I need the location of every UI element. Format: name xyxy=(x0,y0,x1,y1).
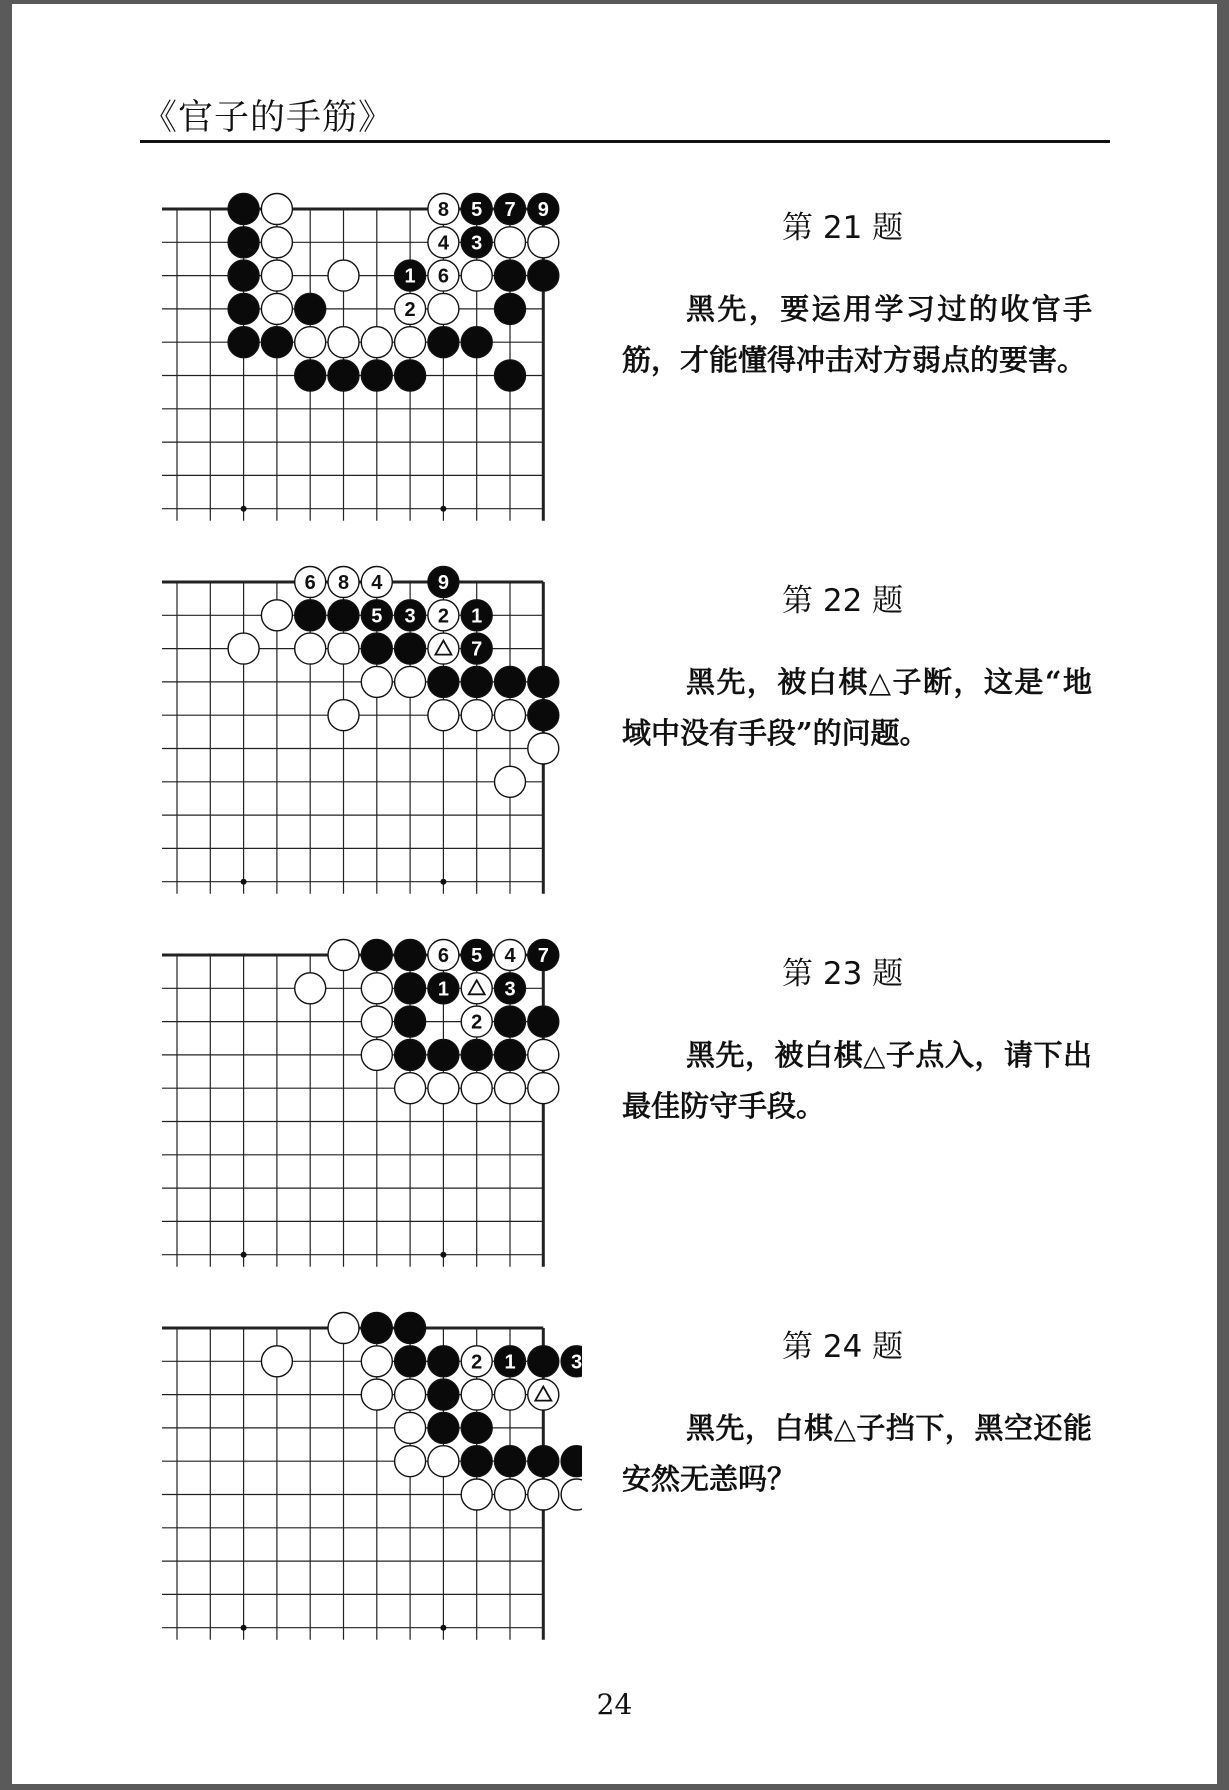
white-stone xyxy=(495,940,526,971)
move-number: 1 xyxy=(504,1351,516,1374)
black-stone xyxy=(228,293,259,324)
move-number: 3 xyxy=(404,605,416,628)
black-stone xyxy=(328,600,359,631)
black-stone xyxy=(461,633,492,664)
white-stone xyxy=(428,227,459,258)
white-stone xyxy=(328,1313,359,1344)
white-stone xyxy=(395,1412,426,1443)
star-point xyxy=(440,1252,446,1258)
move-number: 1 xyxy=(404,265,416,288)
white-stone xyxy=(361,1379,392,1410)
white-stone xyxy=(328,700,359,731)
white-stone xyxy=(361,327,392,358)
white-stone xyxy=(495,227,526,258)
problem-heading: 第 22 题 xyxy=(782,583,904,619)
white-stone xyxy=(428,194,459,225)
black-stone xyxy=(228,327,259,358)
white-stone xyxy=(395,293,426,324)
move-number: 6 xyxy=(437,945,449,967)
white-stone xyxy=(495,766,526,797)
black-stone xyxy=(428,327,459,358)
black-stone xyxy=(261,327,292,358)
move-number: 6 xyxy=(437,265,449,288)
white-stone xyxy=(395,1446,426,1477)
move-number: 3 xyxy=(504,978,516,1001)
move-number: 6 xyxy=(304,572,316,594)
star-point xyxy=(241,879,247,885)
black-stone xyxy=(295,600,326,631)
black-stone xyxy=(361,360,392,391)
black-stone xyxy=(495,1006,526,1037)
book-title: 《官子的手筋》 xyxy=(142,98,395,138)
black-stone xyxy=(395,1006,426,1037)
problem-21 xyxy=(12,184,1217,556)
move-number: 2 xyxy=(437,605,449,628)
white-stone xyxy=(328,567,359,598)
problem-heading: 第 21 题 xyxy=(782,210,904,246)
board-grid xyxy=(162,955,543,1267)
white-stone xyxy=(361,567,392,598)
black-stone xyxy=(528,1006,559,1037)
star-point xyxy=(440,879,446,885)
black-stone xyxy=(461,940,492,971)
black-stone xyxy=(495,666,526,697)
white-stone xyxy=(395,666,426,697)
white-stone xyxy=(428,600,459,631)
white-stone xyxy=(561,1479,582,1510)
black-stone xyxy=(395,360,426,391)
white-stone xyxy=(361,1006,392,1037)
black-stone xyxy=(528,940,559,971)
white-stone xyxy=(261,293,292,324)
white-stone xyxy=(295,327,326,358)
white-stone xyxy=(295,633,326,664)
black-stone xyxy=(395,973,426,1004)
black-stone xyxy=(428,1346,459,1377)
white-stone xyxy=(528,1379,559,1410)
move-number: 2 xyxy=(404,298,416,321)
black-stone xyxy=(361,600,392,631)
white-stone xyxy=(361,1039,392,1070)
star-point xyxy=(241,1252,247,1258)
white-stone xyxy=(428,700,459,731)
white-stone xyxy=(461,1346,492,1377)
black-stone xyxy=(495,973,526,1004)
white-stone xyxy=(461,1379,492,1410)
white-stone xyxy=(228,633,259,664)
black-stone xyxy=(361,633,392,664)
white-stone xyxy=(261,227,292,258)
white-stone xyxy=(461,260,492,291)
black-stone xyxy=(428,567,459,598)
problem-description: 黑先，白棋△子挡下，黑空还能安然无恙吗？ xyxy=(622,1411,1092,1496)
black-stone xyxy=(495,260,526,291)
black-stone xyxy=(461,1412,492,1443)
problem-description: 黑先，要运用学习过的收官手筋，才能懂得冲击对方弱点的要害。 xyxy=(622,292,1092,377)
white-stone xyxy=(461,700,492,731)
white-stone xyxy=(495,1479,526,1510)
black-stone xyxy=(395,633,426,664)
white-stone xyxy=(395,1379,426,1410)
move-number: 9 xyxy=(437,572,449,594)
go-board xyxy=(162,930,582,1270)
black-stone xyxy=(461,666,492,697)
go-board xyxy=(162,184,582,524)
black-stone xyxy=(495,1039,526,1070)
black-stone xyxy=(428,666,459,697)
problem-heading: 第 24 题 xyxy=(782,1329,904,1365)
black-stone xyxy=(395,600,426,631)
white-stone xyxy=(361,973,392,1004)
move-number: 4 xyxy=(504,945,516,967)
white-stone xyxy=(395,327,426,358)
move-number: 7 xyxy=(504,199,516,221)
white-stone xyxy=(428,293,459,324)
go-board xyxy=(162,557,582,897)
move-number: 2 xyxy=(471,1351,483,1374)
black-stone xyxy=(461,1039,492,1070)
black-stone xyxy=(461,1446,492,1477)
move-number: 1 xyxy=(437,978,449,1001)
black-stone xyxy=(395,1313,426,1344)
board-grid xyxy=(162,582,543,894)
black-stone xyxy=(361,940,392,971)
black-stone xyxy=(528,260,559,291)
white-stone xyxy=(528,733,559,764)
black-stone xyxy=(228,227,259,258)
black-stone xyxy=(528,666,559,697)
star-point xyxy=(241,1625,247,1631)
black-stone xyxy=(228,260,259,291)
move-number: 2 xyxy=(471,1011,483,1034)
white-stone xyxy=(461,1479,492,1510)
star-point xyxy=(440,506,446,512)
black-stone xyxy=(428,1039,459,1070)
black-stone xyxy=(428,973,459,1004)
problem-heading: 第 23 题 xyxy=(782,956,904,992)
problem-description: 黑先，被白棋△子点入，请下出最佳防守手段。 xyxy=(622,1038,1092,1123)
white-stone xyxy=(528,227,559,258)
white-stone xyxy=(461,1006,492,1037)
white-stone xyxy=(428,1073,459,1104)
white-stone xyxy=(461,1073,492,1104)
white-stone xyxy=(361,666,392,697)
black-stone xyxy=(461,194,492,225)
white-stone xyxy=(295,567,326,598)
black-stone xyxy=(495,360,526,391)
black-stone xyxy=(528,194,559,225)
black-stone xyxy=(495,1446,526,1477)
book-page xyxy=(12,4,1217,1784)
white-stone xyxy=(261,194,292,225)
white-stone xyxy=(528,1039,559,1070)
move-number: 8 xyxy=(437,199,449,221)
move-number: 3 xyxy=(571,1351,582,1374)
black-stone xyxy=(361,1313,392,1344)
black-stone xyxy=(295,360,326,391)
black-stone xyxy=(528,1346,559,1377)
white-stone xyxy=(428,633,459,664)
go-board xyxy=(162,1303,582,1643)
black-stone xyxy=(495,1346,526,1377)
problem-24 xyxy=(12,1303,1217,1675)
title-rule xyxy=(140,140,1110,143)
black-stone xyxy=(395,940,426,971)
white-stone xyxy=(428,1446,459,1477)
white-stone xyxy=(261,1346,292,1377)
black-stone xyxy=(495,194,526,225)
white-stone xyxy=(528,1479,559,1510)
white-stone xyxy=(495,1073,526,1104)
move-number: 7 xyxy=(537,945,549,967)
white-stone xyxy=(328,940,359,971)
move-number: 9 xyxy=(537,199,549,221)
move-number: 8 xyxy=(337,572,350,594)
black-stone xyxy=(295,293,326,324)
move-number: 4 xyxy=(371,572,383,594)
move-number: 5 xyxy=(471,945,483,967)
black-stone xyxy=(461,327,492,358)
white-stone xyxy=(328,327,359,358)
white-stone xyxy=(528,1073,559,1104)
problem-23 xyxy=(12,930,1217,1302)
black-stone xyxy=(328,360,359,391)
move-number: 5 xyxy=(471,199,483,221)
white-stone xyxy=(495,700,526,731)
black-stone xyxy=(461,600,492,631)
black-stone xyxy=(461,227,492,258)
black-stone xyxy=(395,1346,426,1377)
white-stone xyxy=(361,1346,392,1377)
black-stone xyxy=(561,1446,582,1477)
star-point xyxy=(440,1625,446,1631)
black-stone xyxy=(428,1379,459,1410)
white-stone xyxy=(261,260,292,291)
white-stone xyxy=(395,1073,426,1104)
star-point xyxy=(241,506,247,512)
white-stone xyxy=(428,940,459,971)
white-stone xyxy=(328,260,359,291)
white-stone xyxy=(495,1379,526,1410)
white-stone xyxy=(428,260,459,291)
move-number: 4 xyxy=(437,232,449,255)
black-stone xyxy=(495,293,526,324)
white-stone xyxy=(261,600,292,631)
move-number: 7 xyxy=(471,638,483,661)
black-stone xyxy=(561,1346,582,1377)
black-stone xyxy=(528,1446,559,1477)
white-stone xyxy=(328,633,359,664)
move-number: 5 xyxy=(371,605,383,628)
black-stone xyxy=(228,194,259,225)
black-stone xyxy=(395,260,426,291)
problem-description: 黑先，被白棋△子断，这是“地域中没有手段”的问题。 xyxy=(622,665,1092,750)
black-stone xyxy=(528,700,559,731)
page-number: 24 xyxy=(596,1688,633,1721)
white-stone xyxy=(461,973,492,1004)
black-stone xyxy=(395,1039,426,1070)
move-number: 1 xyxy=(471,605,483,628)
move-number: 3 xyxy=(471,232,483,255)
black-stone xyxy=(428,1412,459,1443)
problem-22 xyxy=(12,557,1217,929)
white-stone xyxy=(295,973,326,1004)
